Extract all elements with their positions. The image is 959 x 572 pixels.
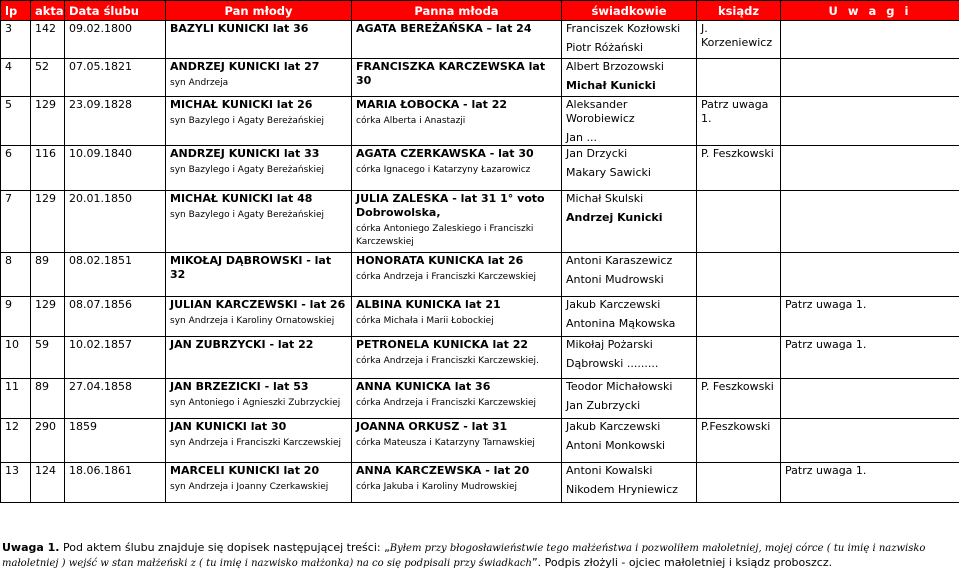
date-value: 10.02.1857 xyxy=(69,338,132,351)
notes-text: Patrz uwaga 1. xyxy=(785,298,867,311)
groom-name: MICHAŁ KUNICKI lat 48 xyxy=(170,192,313,205)
akta-value: 129 xyxy=(35,192,56,205)
cell-witnesses xyxy=(562,191,697,253)
date-value: 08.07.1856 xyxy=(69,298,132,311)
akta-value: 142 xyxy=(35,22,56,35)
witness-1: Mikołaj Pożarski xyxy=(566,338,653,351)
date-value: 08.02.1851 xyxy=(69,254,132,267)
cell-date xyxy=(65,146,166,191)
groom-parents: syn Bazylego i Agaty Bereżańskiej xyxy=(170,116,325,126)
akta-value: 124 xyxy=(35,464,56,477)
table-row xyxy=(1,97,959,146)
cell-priest xyxy=(697,379,781,419)
cell-akta xyxy=(31,21,65,59)
cell-lp xyxy=(1,191,31,253)
priest-name: Patrz uwaga 1. xyxy=(701,98,769,125)
priest-name: P.Feszkowski xyxy=(701,420,771,433)
groom-parents: syn Bazylego i Agaty Bereżańskiej xyxy=(170,165,325,175)
lp-value: 4 xyxy=(5,60,12,73)
bride-parents: córka Michała i Marii Łobockiej xyxy=(356,316,494,326)
notes-text: Patrz uwaga 1. xyxy=(785,464,867,477)
cell-bride xyxy=(352,97,562,146)
cell-witnesses xyxy=(562,21,697,59)
cell-akta xyxy=(31,146,65,191)
cell-witnesses xyxy=(562,97,697,146)
groom-parents: syn Bazylego i Agaty Bereżańskiej xyxy=(170,210,325,220)
cell-notes xyxy=(781,337,959,379)
cell-lp xyxy=(1,146,31,191)
table-row xyxy=(1,463,959,503)
akta-value: 89 xyxy=(35,380,49,393)
lp-value: 10 xyxy=(5,338,19,351)
lp-value: 9 xyxy=(5,298,12,311)
cell-priest xyxy=(697,21,781,59)
cell-akta xyxy=(31,419,65,463)
cell-bride xyxy=(352,191,562,253)
witness-1: Franciszek Kozłowski xyxy=(566,22,681,35)
footnote-quote: Byłem przy błogosławieństwie tego małżeństwa i pozwoliłem małoletniej, mojej córce ( tu imię i nazwisko małoletniej ) wejść w stan małżeński z ( tu imię i nazwisko małżonka) na co się podpisali przy świadkach xyxy=(2,543,926,569)
akta-value: 290 xyxy=(35,420,56,433)
bride-name: JOANNA ORKUSZ - lat 31 xyxy=(356,420,508,433)
cell-groom xyxy=(166,59,352,97)
date-value: 27.04.1858 xyxy=(69,380,132,393)
witness-1: Antoni Karaszewicz xyxy=(566,254,673,267)
header-lp: lp xyxy=(1,1,31,21)
groom-name: MIKOŁAJ DĄBROWSKI - lat 32 xyxy=(170,254,332,281)
date-value: 09.02.1800 xyxy=(69,22,132,35)
cell-witnesses xyxy=(562,297,697,337)
lp-value: 8 xyxy=(5,254,12,267)
cell-priest xyxy=(697,146,781,191)
cell-notes xyxy=(781,253,959,297)
priest-name: J. Korzeniewicz xyxy=(701,22,773,49)
table-row xyxy=(1,253,959,297)
witness-1: Aleksander Worobiewicz xyxy=(566,98,635,125)
witness-2: Jan Zubrzycki xyxy=(566,399,641,412)
cell-notes xyxy=(781,191,959,253)
table-row xyxy=(1,59,959,97)
cell-bride xyxy=(352,379,562,419)
cell-notes xyxy=(781,146,959,191)
cell-bride xyxy=(352,59,562,97)
lp-value: 12 xyxy=(5,420,19,433)
cell-lp xyxy=(1,97,31,146)
cell-priest xyxy=(697,191,781,253)
cell-witnesses xyxy=(562,463,697,503)
cell-notes xyxy=(781,379,959,419)
cell-akta xyxy=(31,191,65,253)
cell-notes xyxy=(781,59,959,97)
cell-priest xyxy=(697,59,781,97)
header-witnesses: świadkowie xyxy=(562,1,697,21)
groom-parents: syn Andrzeja i Franciszki Karczewskiej xyxy=(170,438,341,448)
bride-name: FRANCISZKA KARCZEWSKA lat 30 xyxy=(356,60,546,87)
header-bride: Panna młoda xyxy=(352,1,562,21)
header-notes: U w a g i xyxy=(781,1,959,21)
cell-bride xyxy=(352,146,562,191)
cell-lp xyxy=(1,419,31,463)
cell-groom xyxy=(166,21,352,59)
notes-text: Patrz uwaga 1. xyxy=(785,338,867,351)
groom-name: JAN KUNICKI lat 30 xyxy=(170,420,287,433)
cell-notes xyxy=(781,463,959,503)
cell-priest xyxy=(697,337,781,379)
cell-priest xyxy=(697,97,781,146)
date-value: 07.05.1821 xyxy=(69,60,132,73)
cell-notes xyxy=(781,21,959,59)
witness-1: Michał Skulski xyxy=(566,192,644,205)
cell-groom xyxy=(166,337,352,379)
priest-name: P. Feszkowski xyxy=(701,147,774,160)
cell-date xyxy=(65,297,166,337)
witness-2: Antoni Monkowski xyxy=(566,439,666,452)
witness-2: Jan ... xyxy=(566,131,597,144)
bride-name: HONORATA KUNICKA lat 26 xyxy=(356,254,524,267)
cell-groom xyxy=(166,97,352,146)
cell-witnesses xyxy=(562,59,697,97)
witness-2: Piotr Różański xyxy=(566,41,644,54)
cell-akta xyxy=(31,337,65,379)
cell-bride xyxy=(352,297,562,337)
cell-groom xyxy=(166,297,352,337)
cell-groom xyxy=(166,463,352,503)
table-row xyxy=(1,297,959,337)
date-value: 20.01.1850 xyxy=(69,192,132,205)
witness-2: Andrzej Kunicki xyxy=(566,211,663,224)
bride-name: PETRONELA KUNICKA lat 22 xyxy=(356,338,529,351)
cell-date xyxy=(65,379,166,419)
bride-parents: córka Andrzeja i Franciszki Karczewskiej. xyxy=(356,356,539,366)
akta-value: 89 xyxy=(35,254,49,267)
lp-value: 3 xyxy=(5,22,12,35)
bride-parents: córka Jakuba i Karoliny Mudrowskiej xyxy=(356,482,517,492)
witness-1: Albert Brzozowski xyxy=(566,60,664,73)
footnote-label: Uwaga 1. xyxy=(2,541,60,554)
header-priest: ksiądz xyxy=(697,1,781,21)
cell-bride xyxy=(352,253,562,297)
lp-value: 13 xyxy=(5,464,19,477)
cell-lp xyxy=(1,337,31,379)
priest-name: P. Feszkowski xyxy=(701,380,774,393)
cell-bride xyxy=(352,21,562,59)
groom-parents: syn Andrzeja i Joanny Czerkawskiej xyxy=(170,482,329,492)
header-groom: Pan młody xyxy=(166,1,352,21)
bride-parents: córka Andrzeja i Franciszki Karczewskiej xyxy=(356,272,537,282)
bride-name: ANNA KARCZEWSKA - lat 20 xyxy=(356,464,530,477)
groom-name: ANDRZEJ KUNICKI lat 33 xyxy=(170,147,320,160)
cell-notes xyxy=(781,97,959,146)
witness-1: Antoni Kowalski xyxy=(566,464,653,477)
cell-witnesses xyxy=(562,337,697,379)
cell-date xyxy=(65,59,166,97)
groom-name: MARCELI KUNICKI lat 20 xyxy=(170,464,320,477)
cell-akta xyxy=(31,379,65,419)
cell-date xyxy=(65,253,166,297)
bride-parents: córka Antoniego Zaleskiego i Franciszki Karczewskiej xyxy=(356,224,534,247)
akta-value: 129 xyxy=(35,298,56,311)
bride-name: AGATA CZERKAWSKA - lat 30 xyxy=(356,147,534,160)
date-value: 10.09.1840 xyxy=(69,147,132,160)
cell-date xyxy=(65,97,166,146)
witness-2: Makary Sawicki xyxy=(566,166,651,179)
akta-value: 59 xyxy=(35,338,49,351)
header-date: Data ślubu xyxy=(65,1,166,21)
cell-lp xyxy=(1,379,31,419)
groom-name: JULIAN KARCZEWSKI - lat 26 xyxy=(170,298,346,311)
header-akta: akta xyxy=(31,1,65,21)
groom-name: JAN ZUBRZYCKI - lat 22 xyxy=(170,338,314,351)
bride-parents: córka Mateusza i Katarzyny Tarnawskiej xyxy=(356,438,535,448)
cell-lp xyxy=(1,21,31,59)
cell-priest xyxy=(697,253,781,297)
witness-1: Teodor Michałowski xyxy=(566,380,673,393)
cell-groom xyxy=(166,419,352,463)
cell-bride xyxy=(352,337,562,379)
cell-date xyxy=(65,463,166,503)
witness-2: Dąbrowski ......... xyxy=(566,357,659,370)
groom-name: BAZYLI KUNICKI lat 36 xyxy=(170,22,309,35)
cell-groom xyxy=(166,146,352,191)
cell-date xyxy=(65,419,166,463)
lp-value: 6 xyxy=(5,147,12,160)
cell-date xyxy=(65,21,166,59)
akta-value: 129 xyxy=(35,98,56,111)
groom-parents: syn Antoniego i Agnieszki Zubrzyckiej xyxy=(170,398,341,408)
cell-witnesses xyxy=(562,419,697,463)
bride-parents: córka Alberta i Anastazji xyxy=(356,116,466,126)
cell-groom xyxy=(166,191,352,253)
cell-witnesses xyxy=(562,253,697,297)
date-value: 18.06.1861 xyxy=(69,464,132,477)
witness-2: Nikodem Hryniewicz xyxy=(566,483,678,496)
witness-2: Michał Kunicki xyxy=(566,79,656,92)
groom-name: ANDRZEJ KUNICKI lat 27 xyxy=(170,60,320,73)
witness-1: Jakub Karczewski xyxy=(566,420,661,433)
bride-parents: córka Andrzeja i Franciszki Karczewskiej xyxy=(356,398,537,408)
lp-value: 11 xyxy=(5,380,19,393)
lp-value: 5 xyxy=(5,98,12,111)
table-row xyxy=(1,191,959,253)
bride-name: MARIA ŁOBOCKA - lat 22 xyxy=(356,98,508,111)
cell-lp xyxy=(1,253,31,297)
cell-bride xyxy=(352,463,562,503)
bride-name: AGATA BEREŻAŃSKA – lat 24 xyxy=(356,22,532,35)
cell-akta xyxy=(31,253,65,297)
bride-name: JULIA ZALESKA - lat 31 1° voto Dobrowolska, xyxy=(356,192,545,219)
bride-name: ALBINA KUNICKA lat 21 xyxy=(356,298,501,311)
witness-2: Antonina Mąkowska xyxy=(566,317,676,330)
cell-lp xyxy=(1,297,31,337)
cell-akta xyxy=(31,297,65,337)
witness-1: Jan Drzycki xyxy=(566,147,628,160)
groom-name: JAN BRZEZICKI - lat 53 xyxy=(170,380,309,393)
footnote-intro: Pod aktem ślubu znajduje się dopisek następującej treści: „ xyxy=(62,541,390,554)
cell-notes xyxy=(781,297,959,337)
witness-2: Antoni Mudrowski xyxy=(566,273,664,286)
groom-parents: syn Andrzeja xyxy=(170,78,229,88)
cell-priest xyxy=(697,419,781,463)
bride-name: ANNA KUNICKA lat 36 xyxy=(356,380,491,393)
cell-akta xyxy=(31,463,65,503)
akta-value: 116 xyxy=(35,147,56,160)
table-row xyxy=(1,337,959,379)
groom-parents: syn Andrzeja i Karoliny Ornatowskiej xyxy=(170,316,335,326)
akta-value: 52 xyxy=(35,60,49,73)
cell-lp xyxy=(1,59,31,97)
cell-date xyxy=(65,191,166,253)
bride-parents: córka Ignacego i Katarzyny Łazarowicz xyxy=(356,165,531,175)
groom-name: MICHAŁ KUNICKI lat 26 xyxy=(170,98,313,111)
date-value: 1859 xyxy=(69,420,97,433)
cell-priest xyxy=(697,297,781,337)
footnote-outro: ”. Podpis złożyli - ojciec małoletniej i ksiądz proboszcz. xyxy=(531,556,833,569)
cell-witnesses xyxy=(562,146,697,191)
cell-date xyxy=(65,337,166,379)
footnote xyxy=(2,541,959,571)
cell-groom xyxy=(166,379,352,419)
table-row xyxy=(1,146,959,191)
table-row xyxy=(1,379,959,419)
cell-witnesses xyxy=(562,379,697,419)
lp-value: 7 xyxy=(5,192,12,205)
cell-groom xyxy=(166,253,352,297)
cell-priest xyxy=(697,463,781,503)
cell-akta xyxy=(31,97,65,146)
cell-notes xyxy=(781,419,959,463)
cell-bride xyxy=(352,419,562,463)
header-row xyxy=(1,1,959,21)
cell-lp xyxy=(1,463,31,503)
witness-1: Jakub Karczewski xyxy=(566,298,661,311)
cell-akta xyxy=(31,59,65,97)
date-value: 23.09.1828 xyxy=(69,98,132,111)
table-row xyxy=(1,21,959,59)
table-row xyxy=(1,419,959,463)
